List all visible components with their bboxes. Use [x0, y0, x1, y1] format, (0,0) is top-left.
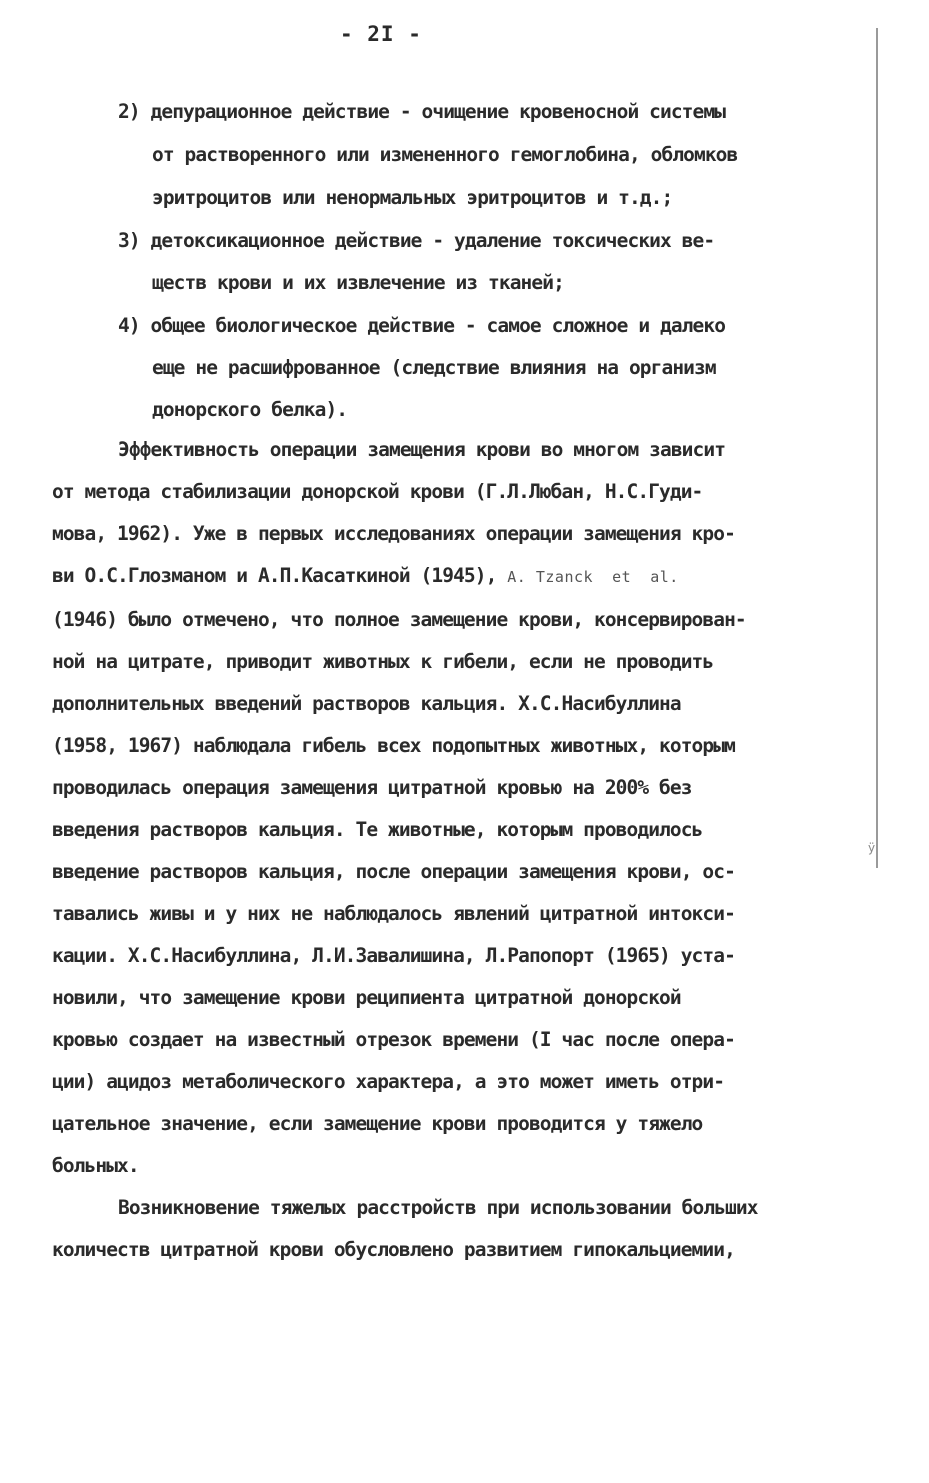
paragraph-1-line-16: ции) ацидоз метаболического характера, а это может иметь отри-	[52, 1070, 725, 1093]
list-item-4-line-1: 4) общее биологическое действие - самое сложное и далеко	[118, 314, 726, 337]
list-item-3-line-2: ществ крови и их извлечение из тканей;	[152, 271, 564, 294]
paragraph-1-line-2: от метода стабилизации донорской крови (Г.Л.Любан, Н.С.Гуди-	[52, 480, 703, 503]
list-item-3-line-1: 3) детоксикационное действие - удаление токсических ве-	[118, 229, 715, 252]
paragraph-1-line-6: ной на цитрате, приводит животных к гибели, если не проводить	[52, 650, 714, 673]
paragraph-1-line-17: цательное значение, если замещение крови проводится у тяжело	[52, 1112, 703, 1135]
paragraph-1-line-14: новили, что замещение крови реципиента цитратной донорской	[52, 986, 681, 1009]
page-number: - 2I -	[340, 22, 422, 46]
paragraph-1-line-8: (1958, 1967) наблюдала гибель всех подопытных животных, которым	[52, 734, 735, 757]
paragraph-2-line-2: количеств цитратной крови обусловлено развитием гипокальциемии,	[52, 1238, 735, 1261]
paragraph-1-line-4	[52, 566, 679, 586]
paragraph-1-line-11: введение растворов кальция, после операции замещения крови, ос-	[52, 860, 735, 883]
list-item-4-line-2: еще не расшифрованное (следствие влияния на организм	[152, 356, 716, 379]
paragraph-1-line-9: проводилась операция замещения цитратной кровью на 200% без	[52, 776, 692, 799]
typed-citation: A. Tzanck et al.	[507, 568, 679, 586]
list-item-2-line-2: от растворенного или измененного гемоглобина, обломков	[152, 143, 738, 166]
stray-ink-mark: ÿ	[868, 841, 876, 855]
list-item-2-line-1: 2) депурационное действие - очищение кровеносной системы	[118, 100, 726, 123]
paragraph-2-line-1: Возникновение тяжелых расстройств при использовании больших	[118, 1196, 758, 1219]
paragraph-1-line-12: тавались живы и у них не наблюдалось явлений цитратной интокси-	[52, 902, 735, 925]
paragraph-1-line-15: кровью создает на известный отрезок времени (I час после опера-	[52, 1028, 735, 1051]
list-item-2-line-3: эритроцитов или ненормальных эритроцитов и т.д.;	[152, 186, 673, 209]
paragraph-1-line-3: мова, 1962). Уже в первых исследованиях операции замещения кро-	[52, 522, 735, 545]
paragraph-1-line-7: дополнительных введений растворов кальция. Х.С.Насибуллина	[52, 692, 681, 715]
paragraph-1-line-1: Эффективность операции замещения крови во многом зависит	[118, 438, 726, 461]
list-item-4-line-3: донорского белка).	[152, 398, 348, 421]
paragraph-1-line-13: кации. Х.С.Насибуллина, Л.И.Завалишина, Л.Рапопорт (1965) уста-	[52, 944, 735, 967]
paragraph-1-line-5: (1946) было отмечено, что полное замещение крови, консервирован-	[52, 608, 746, 631]
margin-rule	[876, 28, 878, 868]
paragraph-1-line-10: введения растворов кальция. Те животные, которым проводилось	[52, 818, 703, 841]
paragraph-1-line-4-text: ви О.С.Глозманом и А.П.Касаткиной (1945),	[52, 564, 508, 587]
paragraph-1-line-18: больных.	[52, 1154, 139, 1177]
